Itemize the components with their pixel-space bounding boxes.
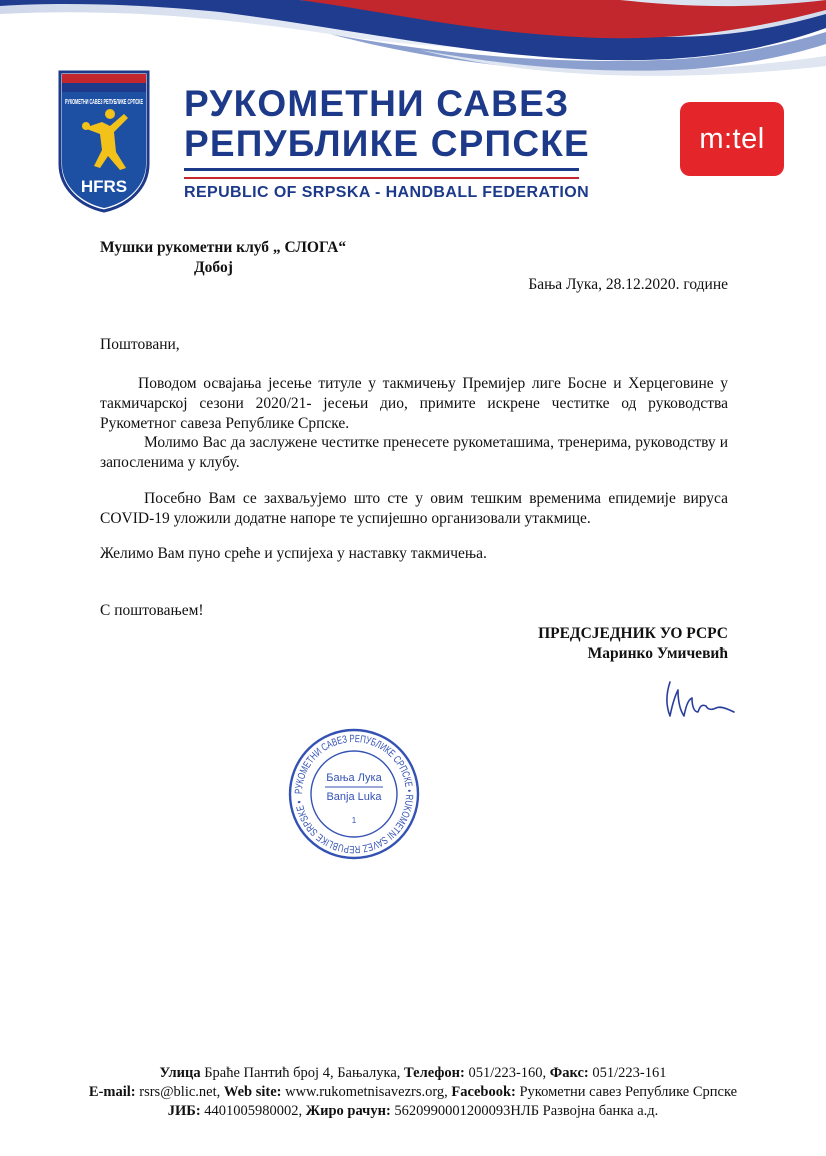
federation-title xyxy=(184,83,590,202)
body-paragraph: Посебно Вам се захваљујемо што сте у овим тешким временима епидемије вируса COVID-19 уложили додатне напоре те успијешно организовали утакмице. xyxy=(100,490,728,527)
closing: С поштовањем! xyxy=(100,602,204,619)
stamp-city-latin: Banja Luka xyxy=(326,791,382,803)
hfrs-logo xyxy=(54,68,154,214)
body-paragraph: Желимо Вам пуно среће и успијеха у наставку такмичења. xyxy=(100,545,487,562)
official-stamp xyxy=(287,727,421,861)
title-divider-blue xyxy=(184,168,579,171)
recipient-line2: Добој xyxy=(194,259,233,276)
footer-line-bank: ЈИБ: 4401005980002, Жиро рачун: 5620990001200093НЛБ Развојна банка а.д. xyxy=(167,1103,659,1119)
title-divider-red xyxy=(184,177,579,179)
signatory-title: ПРЕДСЈЕДНИК УО РСРС xyxy=(538,625,728,642)
handwritten-signature xyxy=(656,676,740,724)
federation-name-line2: РЕПУБЛИКЕ СРПСКЕ xyxy=(184,123,590,164)
footer-line-contacts: E-mail: rsrs@blic.net, Web site: www.rukometnisavezrs.org, Facebook: Рукометни савез Републике Српске xyxy=(88,1084,738,1100)
footer-line-address: Улица Браће Пантић број 4, Бањалука, Телефон: 051/223-160, Факс: 051/223-161 xyxy=(159,1065,667,1081)
federation-name-english: REPUBLIC OF SRPSKA - HANDBALL FEDERATION xyxy=(184,184,590,201)
greeting: Поштовани, xyxy=(100,336,180,353)
recipient-block xyxy=(100,238,346,278)
recipient-line1: Мушки рукометни клуб „ СЛОГА“ xyxy=(100,239,347,256)
signatory-block xyxy=(538,624,728,664)
stamp-outer-text: РУКОМЕТНИ САВЕЗ РЕПУБЛИКЕ СРПСКЕ • RUKOMETNI SAVEZ REPUBLIKE SRPSKE • xyxy=(292,732,416,856)
stamp-number: 1 xyxy=(351,816,357,825)
stamp-city-cyrillic: Бања Лука xyxy=(326,772,382,784)
body-paragraph: Молимо Вас да заслужене честитке пренесете рукометашима, тренерима, руководству и запосленима у клубу. xyxy=(100,434,728,471)
letter-date: Бања Лука, 28.12.2020. године xyxy=(528,276,728,293)
signatory-name: Маринко Умичевић xyxy=(587,645,728,662)
body-paragraph: Поводом освајања јесење титуле у такмичењу Премијер лиге Босне и Херцеговине у такмичарској сезони 2020/21- јесењи дио, примите искрене честитке од руководства Рукометног савеза Републике Српске. xyxy=(100,375,728,432)
letterhead-footer xyxy=(0,1064,826,1121)
logo-abbr: HFRS xyxy=(80,177,128,196)
logo-arc-text: РУКОМЕТНИ САВЕЗ РЕПУБЛИКЕ СРПСКЕ xyxy=(65,99,144,106)
federation-name-line1: РУКОМЕТНИ САВЕЗ xyxy=(184,83,570,124)
mtel-sponsor-logo: m:tel xyxy=(680,102,784,176)
